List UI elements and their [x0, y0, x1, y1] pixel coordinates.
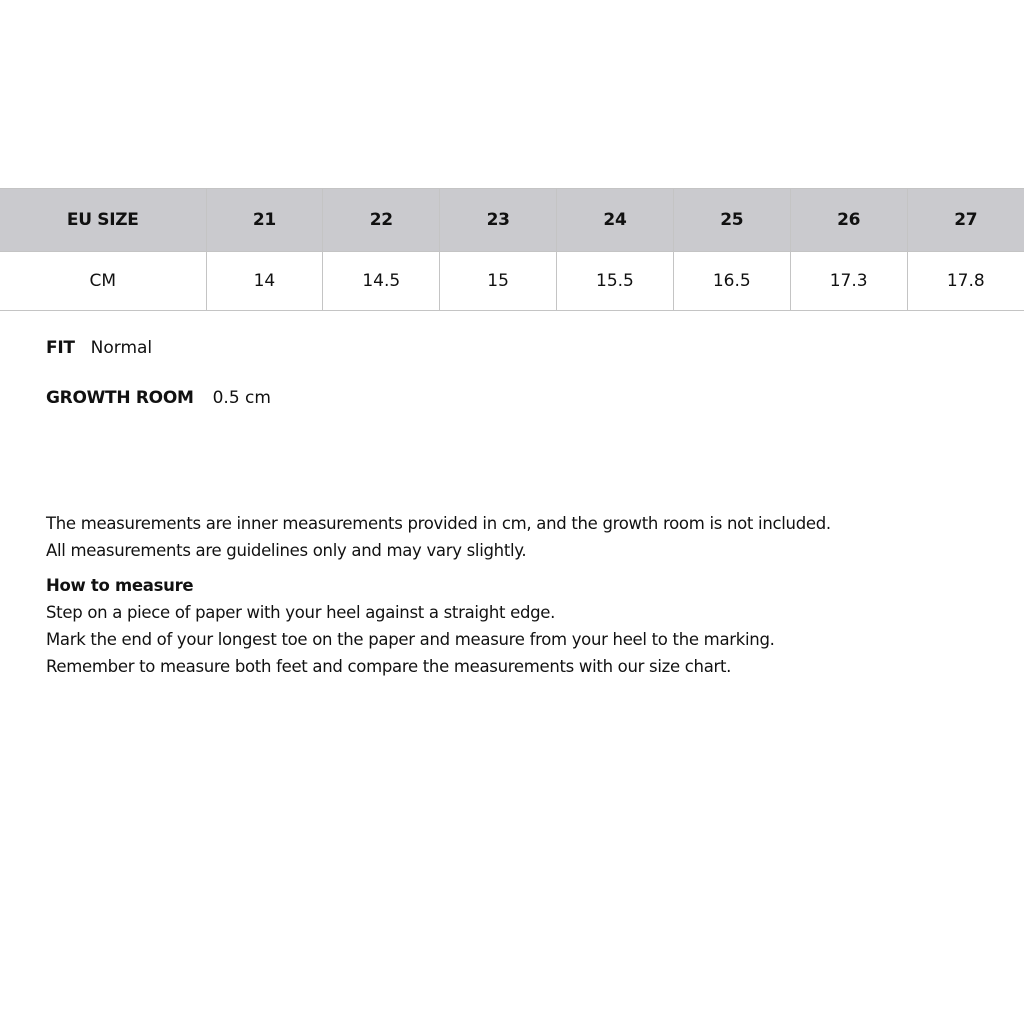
size-header-row [0, 189, 1024, 252]
cm-cell: 16.5 [673, 252, 790, 311]
note-inner-measurements: The measurements are inner measurements provided in cm, and the growth room is not included. [46, 514, 831, 533]
cm-cell: 17.3 [790, 252, 907, 311]
fit-label: FIT [46, 338, 75, 358]
cm-cell: 15 [440, 252, 557, 311]
cm-label: CM [0, 252, 206, 311]
measure-step: Step on a piece of paper with your heel against a straight edge. [46, 603, 556, 622]
cm-cell: 14 [206, 252, 323, 311]
eu-size-cell: 27 [907, 189, 1024, 252]
growth-room-spec [46, 388, 271, 408]
eu-size-cell: 25 [673, 189, 790, 252]
cm-cell: 15.5 [557, 252, 674, 311]
fit-value: Normal [90, 338, 153, 358]
eu-size-cell: 21 [206, 189, 323, 252]
growth-room-value: 0.5 cm [212, 388, 271, 408]
measurement-notes [46, 512, 1006, 682]
note-guidelines: All measurements are guidelines only and may vary slightly. [46, 541, 527, 560]
cm-cell: 17.8 [907, 252, 1024, 311]
size-chart-table [0, 188, 1024, 311]
growth-room-label: GROWTH ROOM [46, 388, 194, 408]
spacer [46, 566, 1006, 574]
cm-cell: 14.5 [323, 252, 440, 311]
how-to-measure-heading: How to measure [46, 576, 194, 595]
measure-step: Remember to measure both feet and compare the measurements with our size chart. [46, 657, 732, 676]
eu-size-cell: 22 [323, 189, 440, 252]
eu-size-cell: 23 [440, 189, 557, 252]
fit-spec [46, 338, 152, 358]
eu-size-cell: 24 [557, 189, 674, 252]
measure-step: Mark the end of your longest toe on the paper and measure from your heel to the marking. [46, 630, 775, 649]
eu-size-cell: 26 [790, 189, 907, 252]
eu-size-label: EU SIZE [0, 189, 206, 252]
cm-row [0, 252, 1024, 311]
